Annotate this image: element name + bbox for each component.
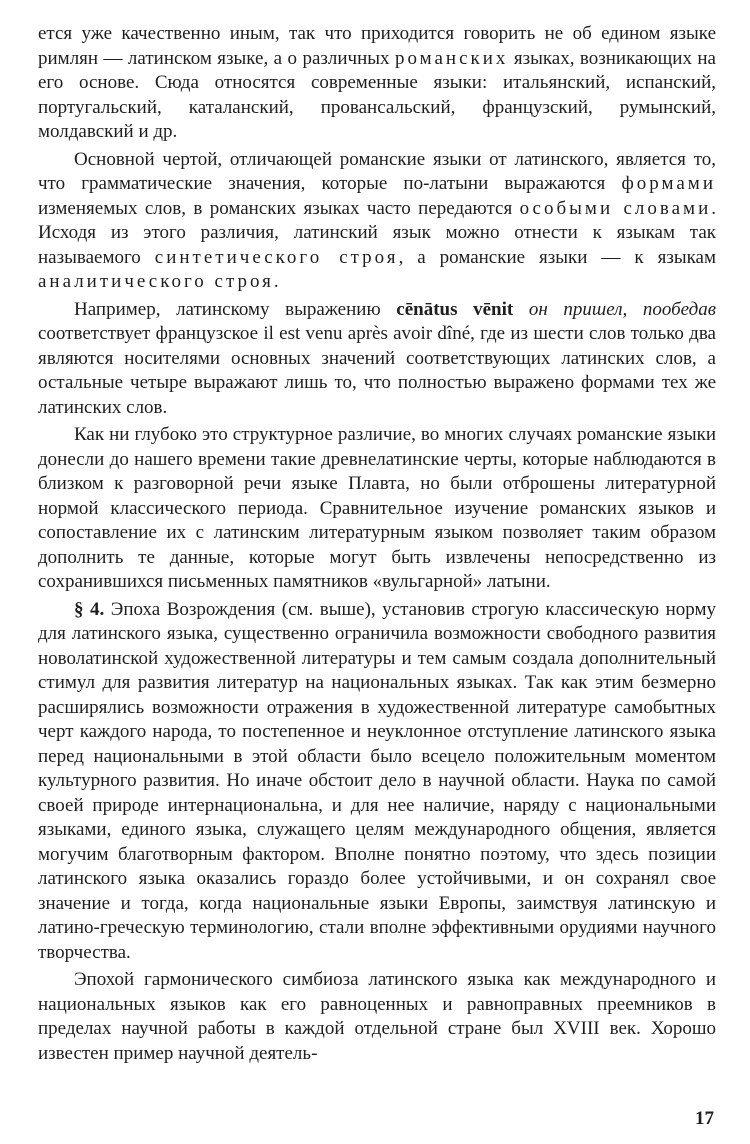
text-run: изменяемых слов, в романских языках часто передаются <box>38 197 520 219</box>
paragraph <box>38 22 716 145</box>
text-run: аналитического строя <box>38 271 274 292</box>
text-run: синтетического строя <box>154 246 399 268</box>
text-run: . Исходя из этого различия, латинский язык можно отнести к языкам так называемого <box>38 197 716 268</box>
text-run: особыми словами <box>519 197 712 219</box>
text-run: . <box>273 271 279 292</box>
paragraph <box>38 968 716 1066</box>
text-run: языках, возникающих на его основе. Сюда относятся современные языки: итальянский, испанский, португальский, каталанский, провансальский, французский, румынский, молдавский и др. <box>38 47 716 142</box>
text-run: соответствует французское il est venu après avoir dîné, где из шести слов только два являются носителями основных значений соответствующих латинских слов, а остальные четыре выражают лишь то, что полностью выражено формами тех же латинских слов. <box>38 323 716 418</box>
text-run: Как ни глубоко это структурное различие, во многих случаях романские языки донесли до нашего времени такие древнелатинские черты, которые наблюдаются в близком к разговорной речи языке Плавта, но были отброшены литературной нормой классического периода. Сравнительное изучение романских языков и сопоставление их с латинским литературным языком позволяет таким образом дополнить те данные, которые могут быть извлечены непосредственно из сохранившихся письменных памятников «вульгарной» латыни. <box>38 424 716 592</box>
text-run: , а романские языки — к языкам <box>398 246 716 268</box>
text-run: cēnātus vēnit <box>396 298 514 320</box>
text-run: формами <box>621 173 716 194</box>
text-run: романских <box>394 47 509 69</box>
text-run: § 4. <box>74 598 105 620</box>
paragraph <box>38 148 716 295</box>
page-number: 17 <box>695 1108 714 1129</box>
text-body <box>38 22 716 1066</box>
text-run: ется уже качественно иным, так что приходится говорить не об едином языке римлян — латинском языке, а о различных <box>38 23 716 69</box>
text-run: Основной чертой, отличающей романские языки от латинского, является то, что грамматические значения, которые по-латыни выражаются <box>38 148 716 194</box>
paragraph <box>38 423 716 595</box>
text-run: Эпохой гармонического симбиоза латинского языка как международного и национальных языков как его равноценных и равноправных преемников в пределах научной работы в каждой отдельной стране был XVIII век. Хорошо известен пример научной деятель- <box>38 969 716 1064</box>
text-run: Эпоха Возрождения (см. выше), установив строгую классическую норму для латинского языка, существенно ограничила возможности свободного развития новолатинской художественной литературы и тем самым создала дополнительный стимул для развития литератур на национальных языках. Так как этим безмерно расширялись возможности отражения в художественной литературе самобытных черт каждого народа, то постепенное и неуклонное отступление латинского языка перед национальными в этой области было всецело положительным моментом культурного развития. Но иначе обстоит дело в научной области. Наука по самой своей природе интернациональна, и для нее наличие, наряду с национальными языками, единого языка, служащего целям международного общения, является могучим благотворным фактором. Вполне понятно поэтому, что здесь позиции латинского языка оказались гораздо более устойчивыми, и он сохранял свое значение и тогда, когда национальные языки Европы, заимствуя латинскую и латино-греческую терминологию, стали вполне эффективными орудиями научного творчества. <box>38 598 716 963</box>
paragraph <box>38 598 716 966</box>
text-run: он пришел, пообедав <box>513 298 717 320</box>
paragraph <box>38 298 716 421</box>
text-run: Например, латинскому выражению <box>74 298 397 320</box>
